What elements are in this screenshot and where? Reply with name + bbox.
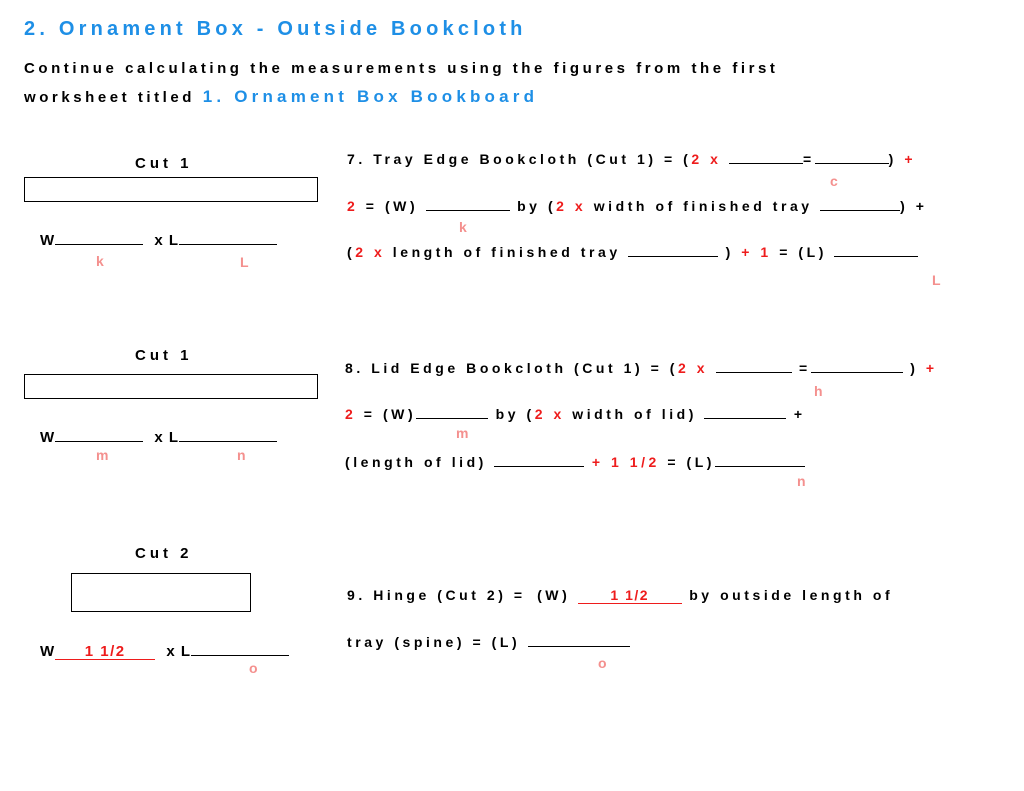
w-value-s9: 1 1/2: [55, 644, 155, 660]
l-blank-s9[interactable]: [191, 642, 289, 656]
w-label: W: [40, 232, 56, 249]
dimensions-s7: [40, 231, 277, 249]
hint-o-left: o: [249, 660, 258, 676]
cut-label-s7: Cut 1: [135, 155, 193, 172]
intro-prefix: worksheet titled: [24, 89, 195, 106]
eq7-open: (: [347, 244, 356, 260]
cut-diagram-s8: [24, 374, 318, 399]
eq9-line1: [347, 587, 893, 604]
eq8-length-text: (length of lid): [345, 454, 487, 470]
eq7-close-plus: ) +: [900, 198, 928, 214]
eq8-line2: [345, 405, 806, 422]
eq7-by: by (: [517, 198, 557, 214]
eq7-length-blank[interactable]: [628, 243, 718, 257]
cut-diagram-s9: [71, 573, 251, 612]
eq7-two-x-2: 2 x: [556, 198, 587, 214]
eq7-l: = (L): [779, 244, 827, 260]
hint-m-left: m: [96, 447, 109, 463]
intro-line-1: Continue calculating the measurements using the figures from the first: [24, 60, 779, 77]
eq8-two: 2: [345, 406, 357, 422]
hint-k: k: [459, 219, 467, 235]
x-label: x L: [154, 232, 180, 249]
eq9-l-blank[interactable]: [528, 633, 630, 647]
eq7-w: = (W): [365, 198, 419, 214]
eq9-spine-text: tray (spine) = (L): [347, 634, 521, 650]
eq9-text: 9. Hinge (Cut 2) =: [347, 587, 526, 603]
eq8-w: = (W): [363, 406, 417, 422]
eq7-width-blank[interactable]: [820, 197, 900, 211]
hint-l-left: L: [240, 254, 249, 270]
x-label: x L: [154, 429, 180, 446]
eq7-line3: [347, 243, 918, 260]
hint-h: h: [814, 383, 823, 399]
eq8-line1: [345, 359, 938, 376]
hint-o: o: [598, 655, 607, 671]
w-blank-s7[interactable]: [55, 231, 143, 245]
eq7-two-x: 2 x: [691, 151, 722, 167]
l-blank-s7[interactable]: [179, 231, 277, 245]
eq7-close-2: ): [725, 244, 734, 260]
eq7-equals: =: [802, 151, 815, 167]
hint-m: m: [456, 425, 469, 441]
eq8-plus-one-half: + 1 1/2: [591, 454, 660, 470]
eq8-by: by (: [495, 406, 535, 422]
cut-label-s8: Cut 1: [135, 347, 193, 364]
w-label: W: [40, 643, 56, 660]
eq8-l: = (L): [667, 454, 716, 470]
eq7-length-text: length of finished tray: [392, 244, 621, 260]
eq9-w: (W): [537, 587, 571, 603]
eq7-blank-2[interactable]: [815, 150, 889, 164]
hint-n: n: [797, 473, 806, 489]
eq8-l-blank[interactable]: [715, 453, 805, 467]
worksheet-reference: 1. Ornament Box Bookboard: [202, 87, 539, 106]
eq8-line3: [345, 453, 805, 470]
eq8-blank-2[interactable]: [811, 359, 903, 373]
eq7-blank-1[interactable]: [729, 150, 803, 164]
hint-n-left: n: [237, 447, 246, 463]
hint-k-left: k: [96, 253, 104, 269]
eq8-close: ): [910, 360, 919, 376]
eq8-plus: +: [925, 360, 938, 376]
eq7-two: 2: [347, 198, 359, 214]
hint-L: L: [932, 272, 941, 288]
eq7-line1: [347, 150, 916, 167]
eq8-w-blank[interactable]: [416, 405, 488, 419]
l-blank-s8[interactable]: [179, 428, 277, 442]
eq7-close: ): [888, 151, 897, 167]
hint-c: c: [830, 173, 838, 189]
eq7-plus-one: + 1: [741, 244, 772, 260]
eq7-plus: +: [904, 151, 917, 167]
eq7-text: 7. Tray Edge Bookcloth (Cut 1) = (: [347, 151, 692, 167]
eq8-two-x: 2 x: [678, 360, 709, 376]
eq8-text: 8. Lid Edge Bookcloth (Cut 1) = (: [345, 360, 678, 376]
w-blank-s8[interactable]: [55, 428, 143, 442]
eq9-line2: [347, 633, 630, 650]
dimensions-s9: [40, 642, 289, 660]
eq8-width-blank[interactable]: [704, 405, 786, 419]
eq9-by: by outside length of: [689, 587, 894, 603]
eq7-width-text: width of finished tray: [593, 198, 813, 214]
eq7-w-blank[interactable]: [426, 197, 510, 211]
eq7-l-blank[interactable]: [834, 243, 918, 257]
eq8-two-x-2: 2 x: [534, 406, 565, 422]
eq8-width-text: width of lid): [572, 406, 697, 422]
eq8-blank-1[interactable]: [716, 359, 792, 373]
x-label: x L: [166, 643, 192, 660]
intro-line-2: [24, 87, 538, 107]
dimensions-s8: [40, 428, 277, 446]
cut-diagram-s7: [24, 177, 318, 202]
eq8-plus-2: +: [793, 406, 806, 422]
w-label: W: [40, 429, 56, 446]
page-title: 2. Ornament Box - Outside Bookcloth: [24, 18, 527, 40]
eq7-two-x-3: 2 x: [355, 244, 386, 260]
eq9-w-value: 1 1/2: [578, 588, 682, 604]
eq7-line2: [347, 197, 927, 214]
eq8-equals: =: [799, 360, 811, 376]
cut-label-s9: Cut 2: [135, 545, 193, 562]
eq8-length-blank[interactable]: [494, 453, 584, 467]
